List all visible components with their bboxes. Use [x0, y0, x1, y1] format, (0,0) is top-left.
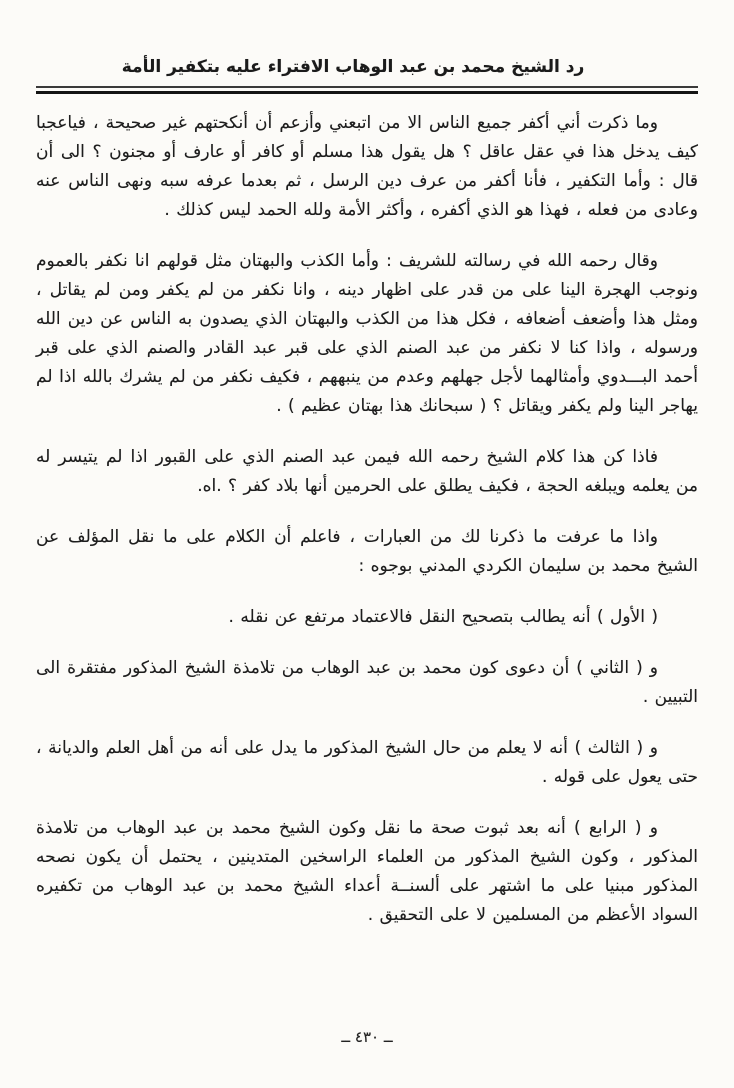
paragraph-1: وما ذكرت أني أكفر جميع الناس الا من اتبعني وأزعم أن أنكحتهم غير صحيحة ، فياعجبا كيف يدخل هذا في عقل عاقل ؟ هل يقول هذا مسلم أو كافر أو عارف أو مجنون ؟ الى أن قال : وأما التكفير ، فأنا أكفر من عرف دين الرسل ، ثم بعدما عرفه سبه ونهى الناس عنه وعادى من فعله ، فهذا هو الذي أكفره ، وأكثر الأمة ولله الحمد ليس كذلك . — [36, 113, 698, 220]
header-divider — [36, 86, 698, 94]
point-fourth: و ( الرابع ) أنه بعد ثبوت صحة ما نقل وكون الشيخ محمد بن عبد الوهاب من تلامذة المذكور ، وكون الشيخ المذكور من العلماء الراسخين المتدينين ، يحتمل أن يكون نصحه المذكور مبنيا على ما اشتهر على ألسنــة أعداء الشيخ محمد بن عبد الوهاب من تكفيره السواد الأعظم من المسلمين لا على التحقيق . — [36, 818, 698, 925]
page-body — [36, 109, 698, 930]
page-header — [36, 0, 698, 94]
header-title: رد الشيخ محمد بن عبد الوهاب الافتراء عليه بتكفير الأمة — [121, 57, 585, 77]
point-third: و ( الثالث ) أنه لا يعلم من حال الشيخ المذكور ما يدل على أنه من أهل العلم والديانة ، حتى يعول على قوله . — [36, 738, 698, 787]
paragraph-4: واذا ما عرفت ما ذكرنا لك من العبارات ، فاعلم أن الكلام على ما نقل المؤلف عن الشيخ محمد بن سليمان الكردي المدني بوجوه : — [36, 527, 698, 576]
point-first: ( الأول ) أنه يطالب بتصحيح النقل فالاعتماد مرتفع عن نقله . — [228, 607, 658, 627]
page-footer — [0, 1027, 734, 1046]
point-second: و ( الثاني ) أن دعوى كون محمد بن عبد الوهاب من تلامذة الشيخ المذكور مفتقرة الى التبيين . — [36, 658, 698, 707]
paragraph-3: فاذا كن هذا كلام الشيخ رحمه الله فيمن عبد الصنم الذي على القبور اذا لم يتيسر له من يعلمه ويبلغه الحجة ، فكيف يطلق على الحرمين أنها بلاد كفر ؟ .اه. — [36, 447, 698, 496]
page-number: ــ ٤٣٠ ــ — [341, 1028, 393, 1046]
paragraph-2: وقال رحمه الله في رسالته للشريف : وأما الكذب والبهتان مثل قولهم انا نكفر بالعموم ونوجب الهجرة الينا على من قدر على اظهار دينه ، وانا نكفر من لم يكفر ومن لم يقاتل ، ومثل هذا وأضعف أضعافه ، فكل هذا من الكذب والبهتان الذي يصدون به الناس عن دين الله ورسوله ، واذا كنا لا نكفر من عبد الصنم الذي على قبر عبد القادر والصنم الذي على قبر أحمد البـــدوي وأمثالهما لأجل جهلهم وعدم من ينبههم ، فكيف نكفر من لم يشرك بالله اذا لم يهاجر الينا ولم يكفر ويقاتل ؟ ( سبحانك هذا بهتان عظيم ) . — [36, 251, 698, 416]
